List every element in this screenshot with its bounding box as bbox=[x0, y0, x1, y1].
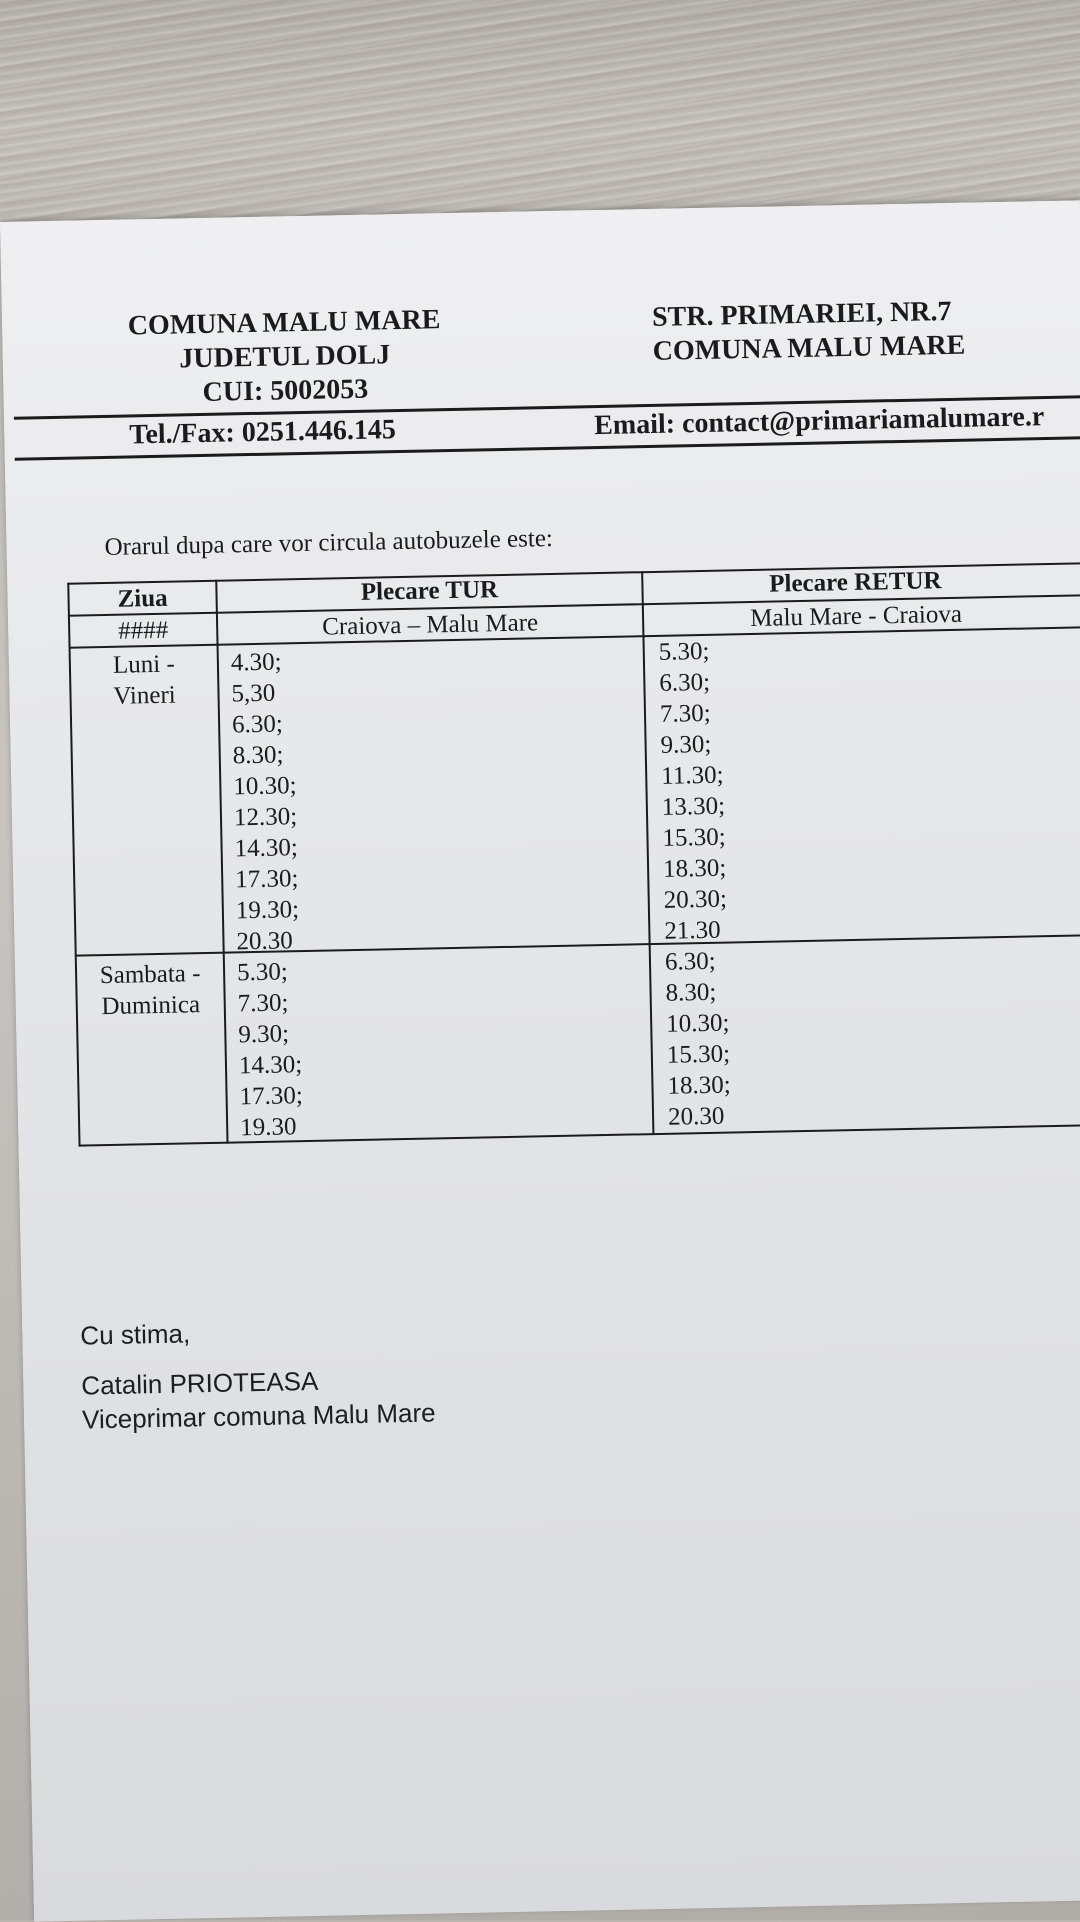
header-day: Ziua bbox=[117, 584, 168, 613]
day-label-line: Vineri bbox=[113, 681, 176, 710]
header-commune: COMUNA MALU MARE bbox=[127, 304, 441, 342]
time-entry: 7.30; bbox=[237, 989, 289, 1018]
weekend-tur-times bbox=[237, 949, 641, 1143]
header-left-block bbox=[94, 303, 476, 413]
time-entry: 6.30; bbox=[664, 947, 716, 976]
time-entry: 10.30; bbox=[665, 1009, 730, 1038]
time-entry: 19.30; bbox=[235, 896, 300, 925]
header-right-block bbox=[652, 293, 1033, 369]
time-entry: 11.30; bbox=[660, 761, 724, 790]
time-entry: 15.30; bbox=[666, 1040, 731, 1069]
time-entry: 5.30; bbox=[658, 637, 710, 666]
weekend-retur-times bbox=[665, 939, 1069, 1133]
signatory-title: Viceprimar comuna Malu Mare bbox=[81, 1397, 436, 1435]
header-county: JUDETUL DOLJ bbox=[179, 339, 391, 375]
time-entry: 9.30; bbox=[238, 1020, 290, 1049]
time-entry: 19.30 bbox=[239, 1113, 297, 1142]
day-label-line: Sambata - bbox=[99, 960, 201, 990]
day-label-line: Luni - bbox=[112, 650, 176, 679]
intro-text: Orarul dupa care vor circula autobuzele este: bbox=[104, 524, 554, 561]
time-entry: 6.30; bbox=[231, 710, 284, 739]
time-entry: 9.30; bbox=[660, 730, 712, 759]
document-page bbox=[0, 200, 1080, 1921]
weekday-retur-times bbox=[658, 629, 1064, 947]
time-entry: 18.30; bbox=[662, 854, 727, 883]
table-col-divider-1 bbox=[215, 580, 228, 1144]
time-entry: 20.30 bbox=[236, 927, 294, 956]
time-entry: 14.30; bbox=[234, 834, 299, 863]
header-street: STR. PRIMARIEI, NR.7 bbox=[651, 295, 952, 333]
time-entry: 8.30; bbox=[665, 978, 717, 1007]
tel-fax: Tel./Fax: 0251.446.145 bbox=[128, 414, 397, 451]
time-entry: 14.30; bbox=[238, 1051, 303, 1080]
row-weekend-label bbox=[77, 958, 224, 1023]
row-weekday-label bbox=[71, 648, 218, 713]
subheader-day: #### bbox=[117, 616, 169, 645]
time-entry: 17.30; bbox=[234, 865, 299, 894]
header-tur: Plecare TUR bbox=[360, 576, 499, 606]
time-entry: 15.30; bbox=[662, 823, 726, 852]
time-entry: 5,30 bbox=[231, 679, 276, 708]
time-entry: 17.30; bbox=[239, 1082, 304, 1111]
email: Email: contact@primariamalumare.r bbox=[593, 401, 1045, 442]
weekday-tur-times bbox=[231, 639, 637, 957]
bus-schedule-table bbox=[67, 561, 1080, 1147]
time-entry: 18.30; bbox=[667, 1071, 731, 1100]
subheader-retur: Malu Mare - Craiova bbox=[749, 600, 963, 633]
signatory-name: Catalin PRIOTEASA bbox=[81, 1365, 319, 1401]
subheader-tur: Craiova – Malu Mare bbox=[321, 609, 539, 641]
header-cui: CUI: 5002053 bbox=[202, 373, 369, 408]
time-entry: 13.30; bbox=[661, 792, 726, 821]
time-entry: 8.30; bbox=[232, 741, 284, 770]
time-entry: 5.30; bbox=[236, 958, 289, 987]
day-label-line: Duminica bbox=[101, 991, 201, 1021]
table-col-divider-2 bbox=[641, 571, 654, 1135]
time-entry: 20.30; bbox=[663, 885, 728, 914]
time-entry: 7.30; bbox=[659, 699, 711, 728]
time-entry: 21.30 bbox=[664, 916, 721, 945]
time-entry: 4.30; bbox=[230, 648, 282, 677]
header-retur: Plecare RETUR bbox=[768, 567, 942, 598]
header-commune-right: COMUNA MALU MARE bbox=[652, 329, 966, 367]
time-entry: 10.30; bbox=[233, 772, 297, 801]
time-entry: 12.30; bbox=[233, 803, 298, 832]
time-entry: 6.30; bbox=[659, 668, 711, 697]
closing-text: Cu stima, bbox=[80, 1318, 191, 1351]
time-entry: 20.30 bbox=[667, 1102, 725, 1131]
